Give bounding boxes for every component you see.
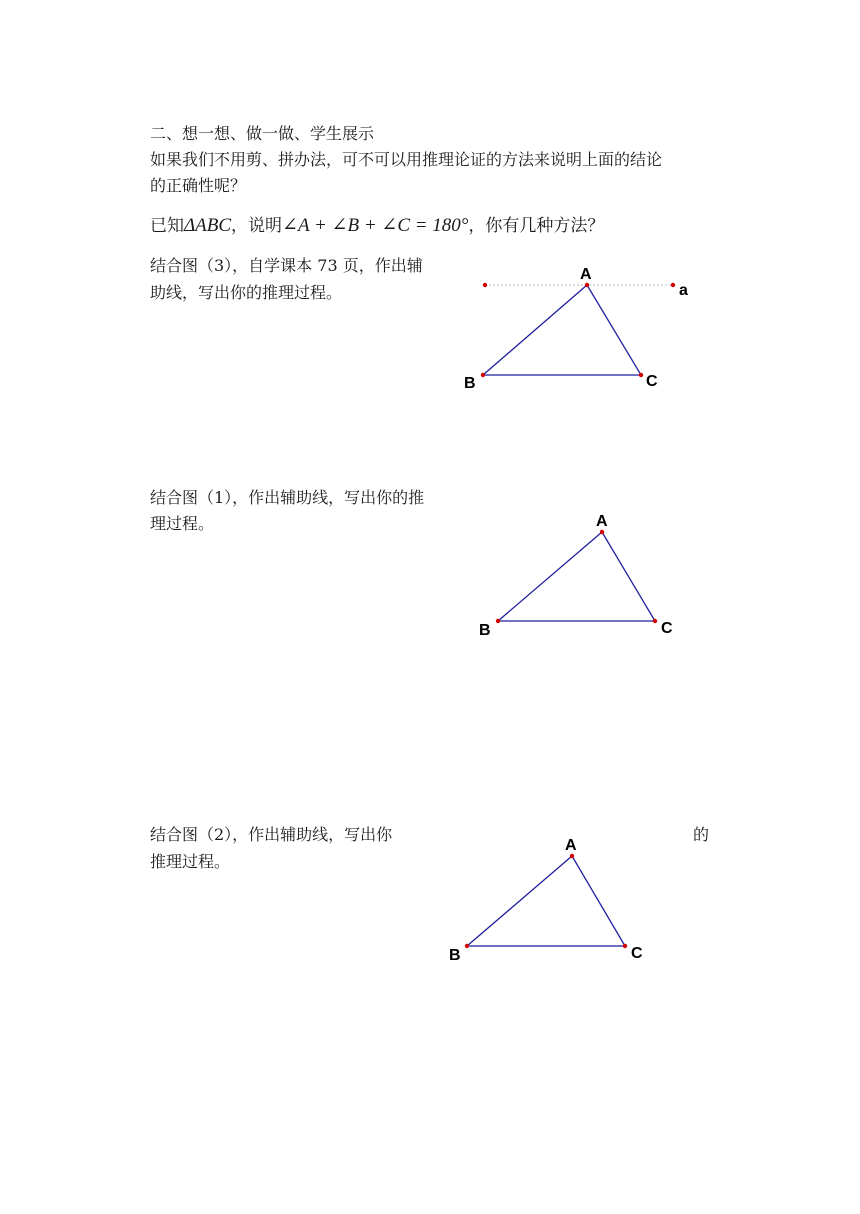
label-c-fig2: C bbox=[631, 945, 643, 962]
point-c-fig2 bbox=[623, 944, 627, 948]
point-c-fig3 bbox=[639, 373, 643, 377]
task2-line-1b: 的 bbox=[693, 825, 710, 844]
question-line-1: 如果我们不用剪、拼办法，可不可以用推理论证的方法来说明上面的结论 bbox=[150, 150, 663, 169]
given-triangle: ΔABC bbox=[184, 215, 232, 236]
section-heading: 二、想一想、做一做、学生展示 bbox=[150, 124, 375, 143]
triangle-abc-fig2 bbox=[467, 856, 625, 946]
point-line-right bbox=[671, 283, 675, 287]
label-a-fig2: A bbox=[565, 837, 577, 854]
given-formula: ∠A + ∠B + ∠C = 180° bbox=[282, 215, 469, 236]
label-c-fig3: C bbox=[646, 373, 658, 390]
point-b-fig2 bbox=[465, 944, 469, 948]
point-a-fig3 bbox=[585, 283, 589, 287]
task2-line-1a: 结合图（2），作出辅助线，写出你 bbox=[150, 825, 393, 844]
task3-line-1: 结合图（3），自学课本 73 页，作出辅 bbox=[150, 256, 423, 275]
point-c-fig1 bbox=[653, 619, 657, 623]
given-suffix: ，你有几种方法？ bbox=[468, 216, 605, 236]
point-b-fig3 bbox=[481, 373, 485, 377]
point-b-fig1 bbox=[496, 619, 500, 623]
given-mid: ，说明 bbox=[231, 216, 283, 236]
triangle-abc-fig1 bbox=[498, 532, 655, 621]
label-a-fig1: A bbox=[596, 513, 608, 530]
task2-line-2: 推理过程。 bbox=[150, 852, 231, 871]
point-a-fig1 bbox=[600, 530, 604, 534]
task1-line-2: 理过程。 bbox=[150, 514, 215, 533]
label-b-fig3: B bbox=[464, 375, 476, 392]
given-prefix: 已知 bbox=[150, 216, 184, 236]
point-line-left bbox=[483, 283, 487, 287]
label-b-fig2: B bbox=[449, 947, 461, 964]
triangle-abc-fig3 bbox=[483, 285, 641, 375]
label-c-fig1: C bbox=[661, 620, 673, 637]
question-line-2: 的正确性呢？ bbox=[150, 176, 247, 195]
label-a-fig3: A bbox=[580, 266, 592, 283]
task3-line-2: 助线，写出你的推理过程。 bbox=[150, 283, 343, 302]
label-b-fig1: B bbox=[479, 622, 491, 639]
task1-line-1: 结合图（1），作出辅助线，写出你的推 bbox=[150, 488, 425, 507]
point-a-fig2 bbox=[570, 854, 574, 858]
label-line-a: a bbox=[679, 282, 688, 299]
